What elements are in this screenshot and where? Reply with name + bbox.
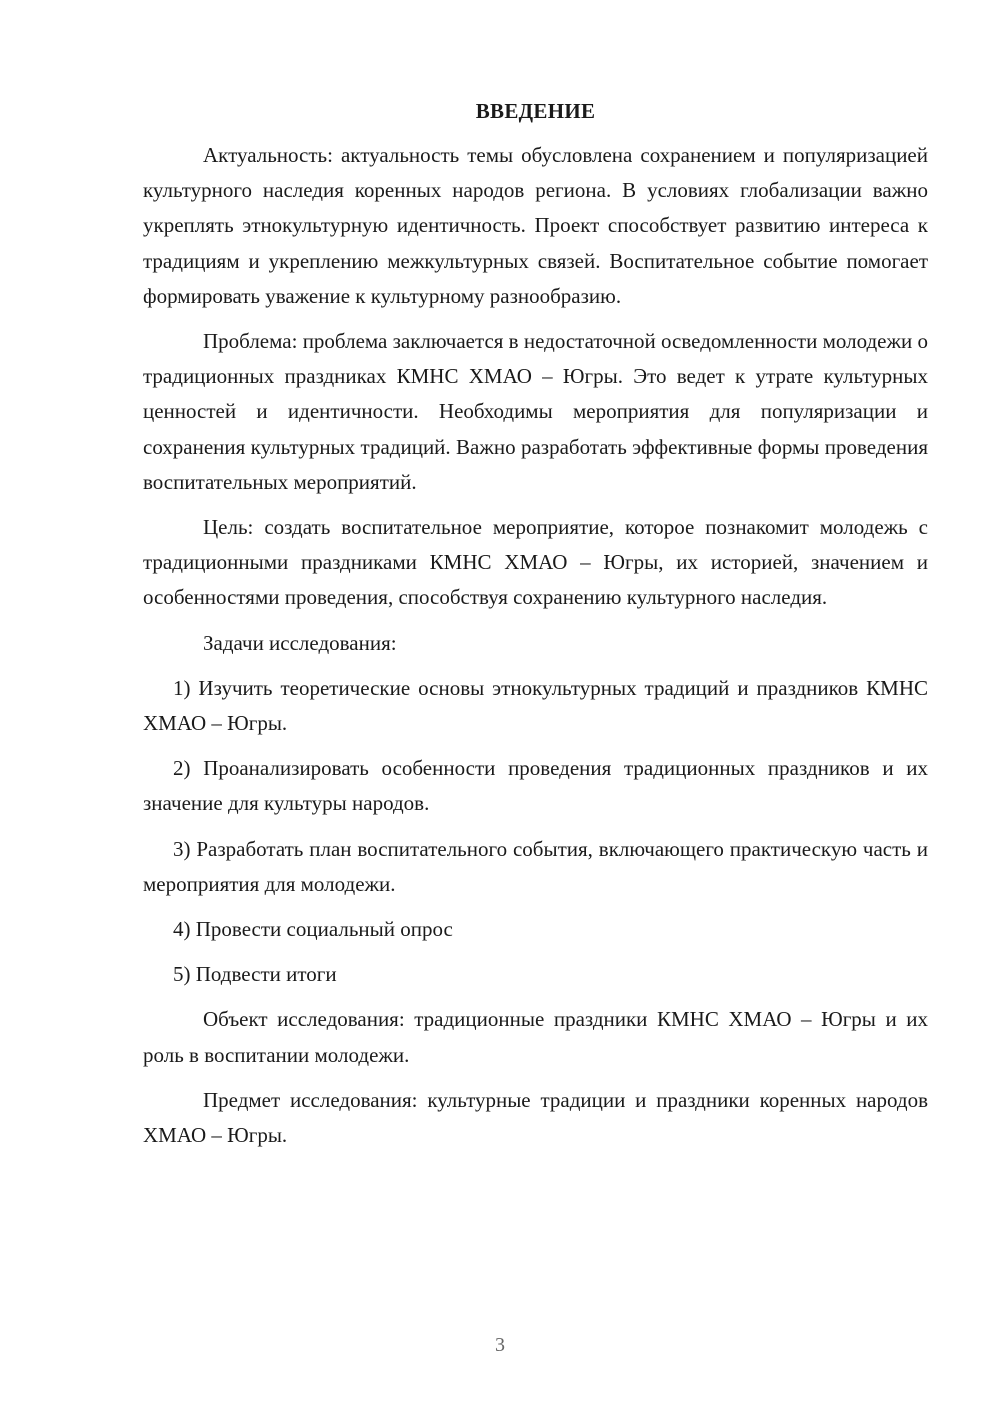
subject-paragraph: Предмет исследования: культурные традиции и праздники коренных народов ХМАО – Югры.: [143, 1087, 928, 1148]
object-paragraph: Объект исследования: традиционные праздники КМНС ХМАО – Югры и их роль в воспитании молодежи.: [143, 1007, 928, 1067]
goal-paragraph: Цель: создать воспитательное мероприятие, которое познакомит молодежь с традиционными праздниками КМНС ХМАО – Югры, их историей, значением и особенностями проведения, способствуя сохранению культурного наследия.: [143, 515, 928, 610]
task-item: 1) Изучить теоретические основы этнокультурных традиций и праздников КМНС ХМАО – Югры.: [143, 675, 928, 736]
page-title: ВВЕДЕНИЕ: [475, 99, 596, 123]
relevance-paragraph: Актуальность: актуальность темы обусловлена сохранением и популяризацией культурного наследия коренных народов региона. В условиях глобализации важно укреплять этнокультурную идентичность. Проект способствует развитию интереса к традициям и укреплению межкультурных связей. Воспитательное событие помогает формировать уважение к культурному разнообразию.: [143, 143, 928, 308]
tasks-heading: Задачи исследования:: [203, 630, 397, 655]
page-number: 3: [495, 1334, 505, 1356]
problem-paragraph: Проблема: проблема заключается в недостаточной осведомленности молодежи о традиционных праздниках КМНС ХМАО – Югры. Это ведет к утрате культурных ценностей и идентичности. Необходимы мероприятия для популяризации и сохранения культурных традиций. Важно разработать эффективные формы проведения воспитательных мероприятий.: [143, 329, 928, 494]
task-item: 2) Проанализировать особенности проведения традиционных праздников и их значение для культуры народов.: [143, 756, 928, 816]
task-item: 5) Подвести итоги: [173, 962, 337, 987]
page-content: [143, 96, 928, 1163]
task-item: 3) Разработать план воспитательного события, включающего практическую часть и мероприятия для молодежи.: [143, 836, 928, 896]
task-item: 4) Провести социальный опрос: [173, 917, 453, 942]
